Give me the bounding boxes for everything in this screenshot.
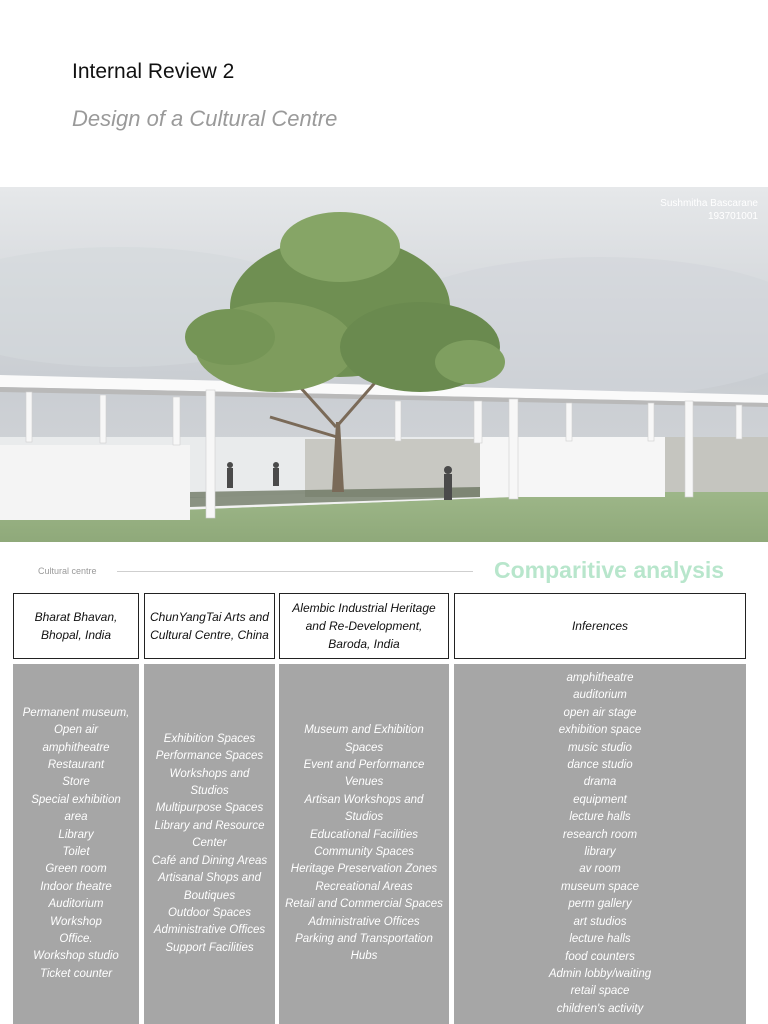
section-divider: [117, 571, 473, 572]
list-item: library: [584, 846, 616, 859]
column-list: [545, 670, 655, 1018]
author-name: Sushmitha Bascarane: [660, 198, 758, 209]
list-item: Museum and Exhibition: [304, 724, 424, 737]
list-item: Artisanal Shops and: [158, 872, 261, 885]
list-item: Restaurant: [47, 758, 105, 771]
list-item: music studio: [568, 741, 632, 754]
list-item: exhibition space: [558, 724, 642, 737]
list-item: amphitheatre: [42, 741, 110, 754]
table-column-alembic: [279, 664, 449, 1024]
list-item: Center: [192, 837, 227, 850]
list-item: Recreational Areas: [315, 880, 413, 893]
list-item: art studios: [573, 915, 627, 928]
table-header-alembic: Alembic Industrial Heritage and Re-Development, Baroda, India: [279, 593, 449, 659]
list-item: Heritage Preservation Zones: [290, 863, 438, 876]
list-item: Toilet: [62, 846, 90, 858]
list-item: Auditorium: [48, 898, 104, 911]
table-header-inferences: Inferences: [454, 593, 746, 659]
list-item: av room: [579, 863, 621, 876]
page-subtitle: Design of a Cultural Centre: [72, 106, 338, 131]
author-id: 193701001: [707, 211, 758, 222]
table-header-bharat-bhavan: Bharat Bhavan, Bhopal, India: [13, 593, 139, 659]
table-column-inferences: [454, 664, 746, 1024]
list-item: Permanent museum,: [22, 706, 130, 719]
list-item: Workshop: [50, 915, 102, 928]
list-item: lecture halls: [569, 933, 631, 946]
list-item: Office.: [59, 933, 93, 946]
list-item: area: [64, 811, 88, 824]
author-credit: [660, 197, 758, 223]
list-item: Administrative Offices: [153, 924, 266, 937]
list-item: Community Spaces: [314, 846, 414, 858]
list-item: equipment: [573, 793, 627, 806]
list-item: Green room: [45, 863, 107, 876]
list-item: Library: [58, 828, 94, 841]
list-item: Exhibition Spaces: [163, 732, 256, 745]
list-item: Spaces: [344, 741, 384, 754]
section-label: Cultural centre: [38, 566, 97, 576]
table-header-chunyangtai: ChunYangTai Arts and Cultural Centre, China: [144, 593, 275, 659]
hero-rendering: [0, 187, 768, 542]
list-item: perm gallery: [568, 898, 632, 911]
list-item: children's activity: [556, 1002, 644, 1015]
section-title: Comparitive analysis: [494, 557, 725, 583]
list-item: Hubs: [350, 950, 378, 963]
list-item: research room: [562, 828, 638, 841]
list-item: Performance Spaces: [155, 750, 264, 763]
column-list: [148, 731, 271, 957]
page-title: Internal Review 2: [72, 60, 235, 83]
column-list: [281, 722, 447, 966]
list-item: Educational Facilities: [309, 828, 419, 841]
column-list: [19, 705, 134, 984]
list-item: lecture halls: [569, 811, 631, 824]
list-item: Support Facilities: [165, 941, 254, 954]
list-item: dance studio: [567, 759, 633, 772]
list-item: Multipurpose Spaces: [155, 802, 264, 815]
list-item: open air stage: [563, 706, 637, 719]
list-item: food counters: [565, 950, 635, 963]
list-item: Studios: [344, 811, 384, 824]
list-item: museum space: [561, 880, 639, 893]
list-item: Artisan Workshops and: [304, 793, 424, 806]
list-item: Administrative Offices: [308, 915, 420, 928]
list-item: Open air: [53, 724, 99, 737]
list-item: Boutiques: [183, 889, 236, 902]
list-item: amphitheatre: [566, 672, 634, 684]
list-item: Ticket counter: [39, 967, 113, 980]
table-column-bharat-bhavan: [13, 664, 139, 1024]
list-item: Store: [62, 776, 90, 789]
list-item: drama: [583, 776, 617, 789]
list-item: Parking and Transportation: [295, 933, 433, 946]
list-item: Event and Performance: [303, 758, 425, 771]
list-item: Admin lobby/waiting: [548, 967, 652, 980]
list-item: Venues: [344, 776, 384, 789]
list-item: Indoor theatre: [40, 880, 112, 893]
list-item: Workshops and: [169, 767, 250, 780]
table-column-chunyangtai: [144, 664, 275, 1024]
cultural-centre-render-image: [0, 187, 768, 542]
list-item: retail space: [570, 985, 630, 998]
list-item: auditorium: [573, 689, 627, 702]
list-item: Café and Dining Areas: [151, 854, 268, 867]
list-item: Studios: [190, 785, 229, 798]
list-item: Outdoor Spaces: [167, 906, 252, 919]
list-item: Retail and Commercial Spaces: [285, 898, 443, 911]
list-item: Workshop studio: [33, 950, 119, 963]
list-item: Special exhibition: [31, 793, 121, 806]
list-item: Library and Resource: [154, 819, 265, 832]
